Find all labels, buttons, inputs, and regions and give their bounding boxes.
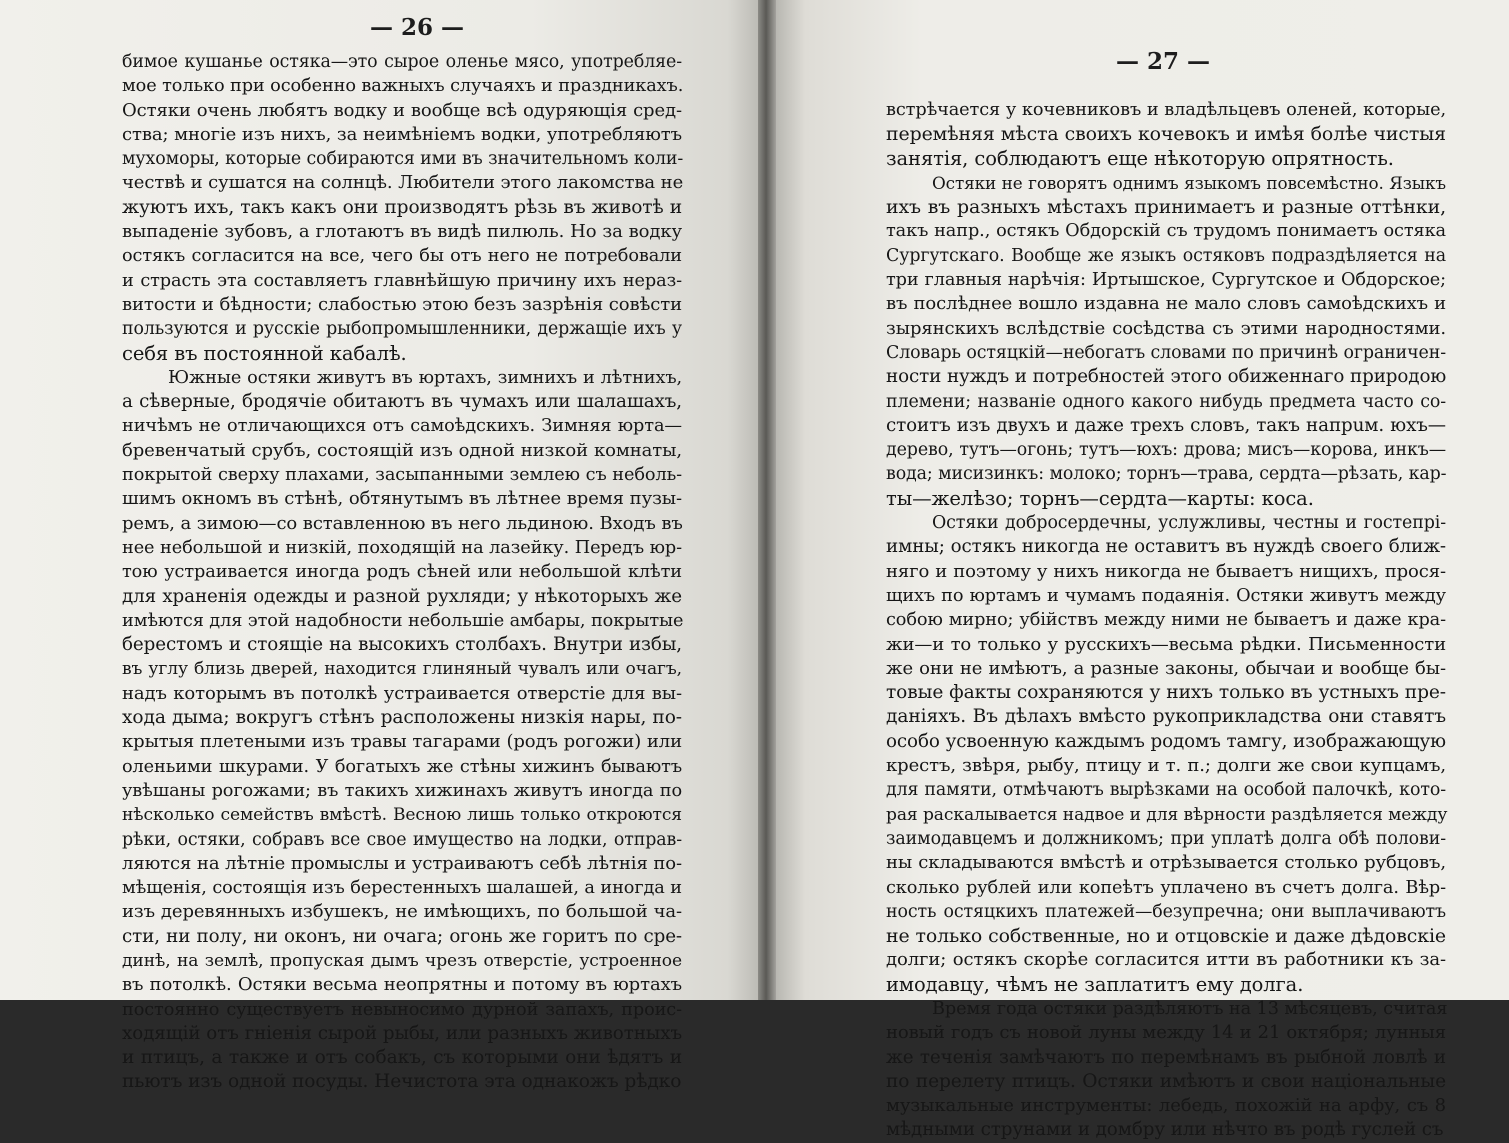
text-line: сти, ни полу, ни оконъ, ни очага; огонь же горитъ по сре-: [122, 925, 682, 947]
text-line: даніяхъ. Въ дѣлахъ вмѣсто рукоприкладства они ставятъ: [886, 706, 1446, 728]
text-line: а сѣверные, бродячіе обитаютъ въ чумахъ или шалашахъ,: [122, 391, 682, 413]
text-line: не только собственные, но и отцовскіе и даже дѣдовскіе: [886, 925, 1446, 948]
text-line: ремъ, а зимою—со вставленною въ него льдиною. Входъ въ: [122, 512, 683, 534]
text-line: для храненія одежды и разной рухляди; у нѣкоторыхъ же: [122, 585, 682, 607]
text-line: чествѣ и сушатся на солнцѣ. Любители этого лакомства не: [122, 172, 684, 194]
text-line: бревенчатый срубъ, состоящій изъ одной низкой комнаты,: [122, 439, 682, 461]
text-line: пользуются и русскіе рыбопромышленники, держащіе ихъ у: [122, 319, 682, 340]
text-line: динѣ, на землѣ, пропуская дымъ чрезъ отверстіе, устроенное: [122, 950, 682, 971]
text-line: крестъ, звѣря, рыбу, птицу и т. п.; долги же свои купцамъ,: [886, 755, 1446, 777]
text-line: имѣются для этой надобности небольшіе амбары, покрытые: [122, 610, 684, 631]
text-line: постоянно существуетъ невыносимо дурной запахъ, проис-: [122, 999, 682, 1020]
text-line: встрѣчается у кочевниковъ и владѣльцевъ оленей, которые,: [886, 100, 1446, 120]
text-line: выпаденіе зубовъ, а глотаютъ въ видѣ пилюль. Но за водку: [122, 221, 682, 243]
text-line: нее небольшой и низкій, походящій на лазейку. Передъ юр-: [122, 537, 682, 558]
text-line: ничѣмъ не отличающихся отъ самоѣдскихъ. Зимняя юрта—: [122, 416, 682, 437]
text-line: музыкальные инструменты: лебедь, похожій на арфу, съ 8: [886, 1095, 1446, 1117]
text-line: жуютъ ихъ, такъ какъ они производятъ рѣзь въ животѣ и: [122, 196, 682, 218]
text-line: такъ напр., остякъ Обдорскій съ трудомъ понимаетъ остяка: [886, 221, 1446, 242]
text-line: и страсть эта составляетъ главнѣйшую причину ихъ нераз-: [122, 270, 682, 291]
text-line: Словарь остяцкій—небогатъ словами по причинѣ ограничен-: [886, 342, 1446, 363]
text-line: берестомъ и стоящіе на высокихъ столбахъ. Внутри избы,: [122, 634, 682, 656]
text-line: хода дыма; вокругъ стѣнъ расположены низкія нары, по-: [122, 707, 682, 729]
text-line: надъ которымъ въ потолкѣ устраивается отверстіе для вы-: [122, 682, 682, 704]
text-line: племени; названіе одного какого нибудь предмета часто со-: [886, 391, 1446, 412]
text-line: нѣсколько семействъ вмѣстѣ. Весною лишь только откроются: [122, 805, 682, 826]
text-line: Остяки очень любятъ водку и вообще всѣ одуряющія сред-: [122, 99, 682, 121]
text-line: дерево, тутъ—огонь; тутъ—юхъ: дрова; мисъ—корова, инкъ—: [886, 440, 1446, 461]
text-line: ты—желѣзо; торнъ—сердта—карты: коса.: [886, 486, 1314, 510]
text-line: же они не имѣютъ, а разные законы, обычаи и вообще бы-: [886, 657, 1446, 679]
text-line: бимое кушанье остяка—это сырое оленье мясо, употребляе-: [122, 52, 682, 72]
page-number-right: — 27 —: [1116, 48, 1211, 75]
text-line: мое только при особенно важныхъ случаяхъ и праздникахъ.: [122, 76, 684, 97]
text-line: перемѣняя мѣста своихъ кочевокъ и имѣя болѣе чистыя: [886, 123, 1446, 146]
text-line: остякъ согласится на все, чего бы отъ него не потребовали: [122, 246, 682, 267]
text-line: же теченія замѣчаютъ по перемѣнамъ въ рыбной ловлѣ и: [886, 1046, 1446, 1068]
text-line: мѣдными струнами и домбру или нѣчто въ родѣ гуслей съ: [886, 1119, 1444, 1141]
text-line: три главныя нарѣчія: Иртышское, Сургутское и Обдорское;: [886, 270, 1446, 291]
left-page: [0, 0, 758, 1093]
text-line: шимъ окномъ въ стѣнѣ, обтянутымъ въ лѣтнее время пузы-: [122, 488, 682, 510]
text-line: ности нуждъ и потребностей этого обиженнаго природою: [886, 366, 1447, 388]
text-line: рая раскалывается надвое и для вѣрности раздѣляется между: [886, 804, 1448, 825]
text-line: имодавцу, чѣмъ не заплатитъ ему долга.: [886, 972, 1304, 996]
text-line: вода; мисизинкъ: молоко; торнъ—трава, сердта—рѣзать, кар-: [886, 464, 1447, 485]
text-line: витости и бѣдности; слабостью этою безъ зазрѣнія совѣсти: [122, 293, 682, 315]
text-line: въ углу близь дверей, находится глиняный чувалъ или очагъ,: [122, 659, 682, 680]
text-line: стоитъ изъ двухъ и даже трехъ словъ, такъ напрuм. юхъ—: [886, 414, 1446, 436]
text-line: ихъ въ разныхъ мѣстахъ принимаетъ и разные оттѣнки,: [886, 196, 1446, 219]
text-line: сколько рублей или копеѣтъ уплачено въ счетъ долга. Вѣр-: [886, 877, 1446, 898]
text-line: заимодавцемъ и должникомъ; при уплатѣ долга обѣ полови-: [886, 828, 1446, 849]
text-line: зырянскихъ вслѣдствіе сосѣдства съ этими народностями.: [886, 317, 1446, 339]
text-line: долги; остякъ скорѣе согласится итти въ работники къ за-: [886, 949, 1446, 971]
right-page: [776, 0, 1509, 1141]
text-line: ность остяцкихъ платежей—безупречна; они выплачиваютъ: [886, 901, 1446, 922]
page-number-left: — 26 —: [370, 14, 465, 41]
text-line: Время года остяки раздѣляютъ на 13 мѣсяцевъ, считая: [932, 998, 1448, 1019]
text-line: крытыя плетеными изъ травы тагарами (родъ рогожи) или: [122, 731, 682, 753]
text-line: ляются на лѣтніе промыслы и устраиваютъ себѣ лѣтнія по-: [122, 852, 682, 874]
text-line: товые факты сохраняются у нихъ только въ устныхъ пре-: [886, 682, 1446, 704]
text-line: тою устраивается иногда родъ сѣней или небольшой клѣти: [122, 562, 682, 583]
text-line: пьютъ изъ одной посуды. Нечистота эта однакожъ рѣдко: [122, 1071, 682, 1093]
text-line: ны складываются вмѣстѣ и отрѣзывается столько рубцовъ,: [886, 852, 1446, 874]
text-line: новый годъ съ новой луны между 14 и 21 октября; лунныя: [886, 1022, 1446, 1044]
text-line: въ послѣднее вошло издавна не мало словъ самоѣдскихъ и: [886, 293, 1446, 315]
text-line: Сургутскаго. Вообще же языкъ остяковъ подраздѣляется на: [886, 245, 1446, 266]
text-line: Остяки добросердечны, услужливы, честны и гостепрі-: [932, 513, 1446, 534]
text-line: собою мирно; убійствъ между ними не бываетъ и даже кра-: [886, 610, 1446, 631]
left-page-text: [122, 50, 682, 1095]
text-line: мухоморы, которые собираются ими въ значительномъ коли-: [122, 149, 684, 170]
text-line: Остяки не говорятъ однимъ языкомъ повсемѣстно. Языкъ: [932, 172, 1446, 193]
text-line: мѣщенія, состоящія изъ берестенныхъ шалашей, а иногда и: [122, 878, 682, 899]
text-line: для памяти, отмѣчаютъ вырѣзками на особой палочкѣ, кото-: [886, 780, 1446, 801]
text-line: Южные остяки живутъ въ юртахъ, зимнихъ и лѣтнихъ,: [168, 367, 682, 388]
text-line: няго и поэтому у нихъ никогда не бываетъ нищихъ, прося-: [886, 560, 1446, 582]
text-line: увѣшаны рогожами; въ такихъ хижинахъ живутъ иногда по: [122, 780, 682, 801]
text-line: жи—и то только у русскихъ—весьма рѣдки. Письменности: [886, 633, 1446, 655]
text-line: ходящій отъ гніенія сырой рыбы, или разныхъ животныхъ: [122, 1022, 682, 1044]
text-line: особо усвоенную каждымъ родомъ тамгу, изображающую: [886, 730, 1446, 752]
text-line: по перелету птицъ. Остяки имѣютъ и свои національные: [886, 1070, 1446, 1092]
text-line: себя въ постоянной кабалѣ.: [122, 341, 407, 365]
text-line: изъ деревянныхъ избушекъ, не имѣющихъ, по большой ча-: [122, 901, 682, 923]
text-line: щихъ по юртамъ и чумамъ подаянія. Остяки живутъ между: [886, 585, 1446, 606]
text-line: и птицъ, а также и отъ собакъ, съ которыми они ѣдятъ и: [122, 1047, 682, 1069]
text-line: ства; многіе изъ нихъ, за неимѣніемъ водки, употребляютъ: [122, 123, 682, 145]
text-line: оленьими шкурами. У богатыхъ же стѣны хижинъ бываютъ: [122, 756, 682, 777]
text-line: рѣки, остяки, собравъ все свое имущество на лодки, отправ-: [122, 829, 682, 850]
book-gutter: [758, 0, 776, 1000]
text-line: занятія, соблюдаютъ еще нѣкоторую опрятность.: [886, 146, 1394, 170]
text-line: покрытой сверху плахами, засыпанными землею съ неболь-: [122, 465, 682, 486]
right-page-text: [886, 98, 1446, 1143]
text-line: въ потолкѣ. Остяки весьма неопрятны и потому въ юртахъ: [122, 974, 682, 996]
text-line: имны; остякъ никогда не оставитъ въ нуждѣ своего ближ-: [886, 536, 1446, 558]
